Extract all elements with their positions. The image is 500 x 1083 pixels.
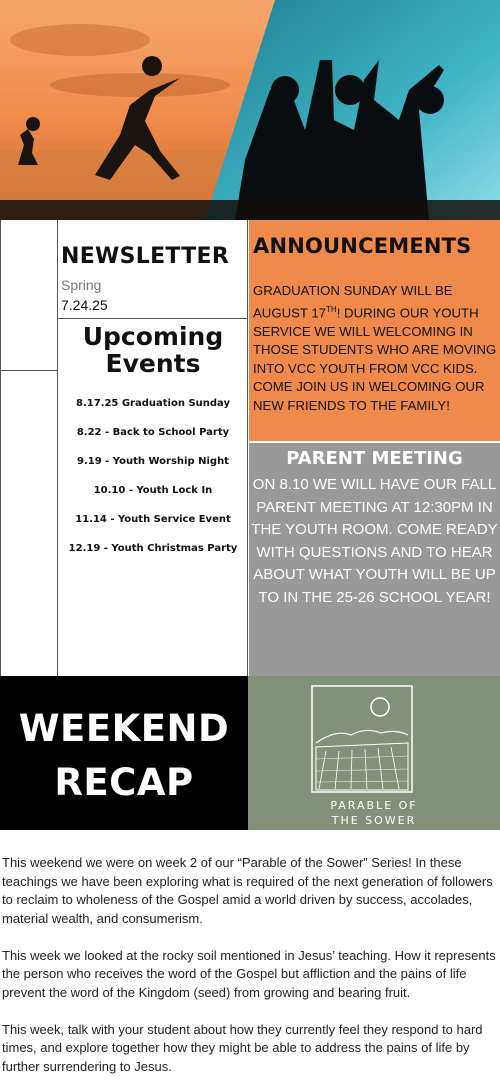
article-paragraph: This weekend we were on week 2 of our “Parable of the Sower” Series! In these teachings we have been exploring what is required of the next generation of followers to reclaim to wholeness of the Gospel amid a world driven by success, accolades, material wealth, and consumerism. (2, 855, 493, 926)
events-list (58, 396, 248, 570)
announcements-panel (249, 220, 500, 441)
announcements-text-1: GRADUATION SUNDAY WILL BE AUGUST 17 (253, 283, 453, 320)
event-item: 8.17.25 Graduation Sunday (75, 398, 231, 409)
parent-meeting-panel (249, 443, 500, 676)
newsletter-season: Spring (61, 277, 102, 293)
hero-image (0, 0, 500, 220)
announcements-text-2: ! DURING OUR YOUTH SERVICE WE WILL WELCOMING IN THOSE STUDENTS WHO ARE MOVING INTO VCC YOUTH FROM VCC KIDS. COME JOIN US IN WELCOMING OUR NEW FRIENDS TO THE FAMILY! (253, 304, 497, 413)
recap-line1: WEEKEND (18, 707, 230, 750)
parent-meeting-title: PARENT MEETING (286, 448, 463, 469)
recap-article (2, 854, 496, 1083)
sower-caption-line2: THE SOWER (331, 814, 417, 827)
newsletter-title: NEWSLETTER (61, 244, 230, 269)
event-item: 11.14 - Youth Service Event (75, 514, 231, 525)
event-item: 9.19 - Youth Worship Night (77, 456, 229, 467)
parent-meeting-body: ON 8.10 WE WILL HAVE OUR FALL PARENT MEETING AT 12:30PM IN THE YOUTH ROOM. COME READY WITH QUESTIONS AND TO HEAR ABOUT WHAT YOUTH WILL BE UP TO IN THE 25-26 SCHOOL YEAR! (251, 476, 498, 606)
announcements-title: ANNOUNCEMENTS (253, 234, 472, 258)
ordinal-suffix: TH (326, 304, 337, 314)
sower-field-illustration (311, 685, 413, 793)
parable-of-sower-panel (248, 676, 500, 830)
newsletter-panel (58, 220, 248, 676)
sower-caption (248, 798, 500, 828)
left-margin-strip (0, 220, 58, 676)
divider (58, 318, 248, 319)
article-paragraph: This week, talk with your student about how they currently feel they respond to hard times, and explore together how they might be able to address the pains of life by further surrendering to Jesus. (2, 1021, 483, 1074)
event-item: 12.19 - Youth Christmas Party (68, 543, 238, 554)
upcoming-title-line2: Events (105, 349, 201, 378)
hero-banner (0, 0, 500, 220)
weekend-recap-banner (0, 676, 248, 830)
article-paragraph: This week we looked at the rocky soil mentioned in Jesus’ teaching. How it represents the person who receives the word of the Gospel but affliction and the pains of life prevent the word of the Kingdom (seed) from growing and bearing fruit. (2, 947, 496, 1000)
recap-line2: RECAP (54, 761, 194, 804)
sower-caption-line1: PARABLE OF (330, 799, 418, 812)
announcements-body (253, 282, 499, 416)
newsletter-date: 7.24.25 (61, 297, 108, 313)
event-item: 10.10 - Youth Lock In (93, 485, 213, 496)
strip-divider (1, 370, 59, 371)
upcoming-events-title (58, 323, 248, 377)
weekend-recap-title (0, 702, 248, 810)
upcoming-title-line1: Upcoming (82, 322, 224, 351)
event-item: 8.22 - Back to School Party (76, 427, 230, 438)
